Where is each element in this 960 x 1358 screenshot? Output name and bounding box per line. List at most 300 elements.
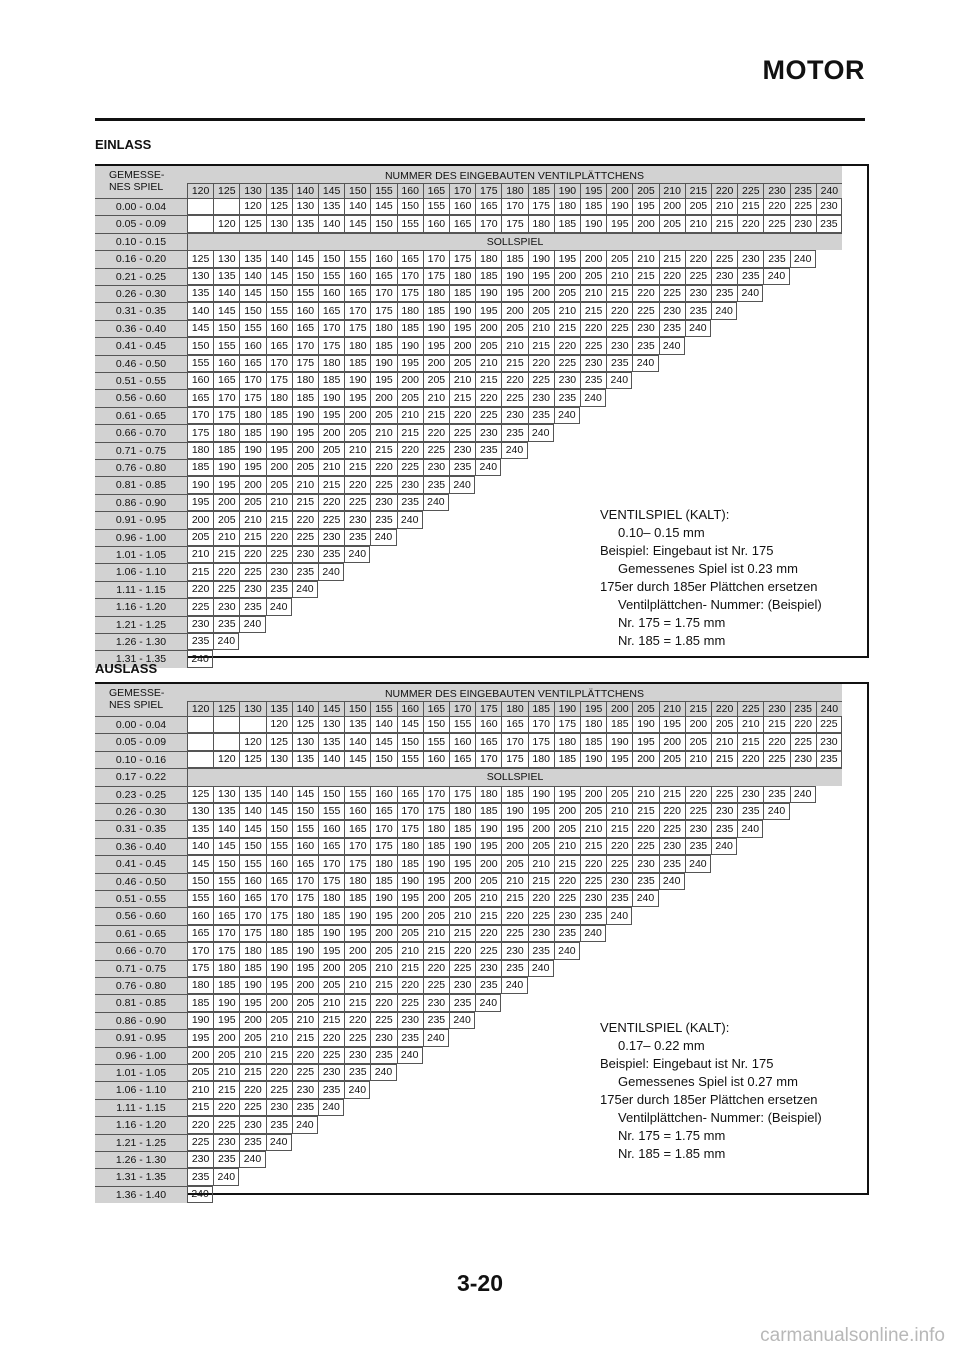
shim-number-cell: 135 bbox=[318, 733, 344, 750]
shim-number-cell: 160 bbox=[449, 198, 475, 215]
shim-number-cell: 210 bbox=[685, 215, 711, 232]
shim-number-cell: 200 bbox=[318, 424, 344, 441]
shim-number-cell: 220 bbox=[370, 459, 396, 476]
shim-number-cell: 230 bbox=[423, 459, 449, 476]
shim-number-cell: 175 bbox=[344, 320, 370, 337]
shim-number-cell: 165 bbox=[370, 268, 396, 285]
shim-number-cell: 140 bbox=[239, 268, 265, 285]
shim-number-cell: 195 bbox=[475, 838, 501, 855]
measured-clearance-range: 0.17 - 0.22 bbox=[95, 768, 187, 785]
shim-number-cell: 150 bbox=[370, 751, 396, 768]
shim-number-cell: 205 bbox=[659, 215, 685, 232]
note-line: Gemessenes Spiel ist 0.27 mm bbox=[618, 1074, 798, 1089]
measured-clearance-range: 0.61 - 0.65 bbox=[95, 407, 187, 424]
note-line: Nr. 185 = 1.85 mm bbox=[618, 633, 726, 648]
shim-number-cell: 200 bbox=[370, 925, 396, 942]
shim-number-cell: 225 bbox=[606, 855, 632, 872]
shim-number-cell: 145 bbox=[266, 268, 292, 285]
shim-number-cell: 125 bbox=[239, 215, 265, 232]
shim-number-cell: 235 bbox=[213, 616, 239, 633]
column-header: 160 bbox=[397, 701, 423, 716]
shim-number-cell: 195 bbox=[292, 960, 318, 977]
shim-number-cell: 175 bbox=[292, 355, 318, 372]
shim-number-cell: 210 bbox=[554, 838, 580, 855]
shim-number-cell: 235 bbox=[370, 511, 396, 528]
shim-number-cell: 230 bbox=[292, 546, 318, 563]
shim-number-cell: 200 bbox=[475, 320, 501, 337]
shim-number-cell: 210 bbox=[370, 960, 396, 977]
shim-number-cell: 210 bbox=[266, 494, 292, 511]
shim-number-cell: 175 bbox=[528, 198, 554, 215]
shim-number-cell: 140 bbox=[344, 198, 370, 215]
shim-number-cell: 220 bbox=[737, 215, 763, 232]
shim-number-cell: 135 bbox=[318, 198, 344, 215]
shim-number-cell: 185 bbox=[213, 977, 239, 994]
shim-number-cell: 170 bbox=[501, 733, 527, 750]
shim-number-cell: 185 bbox=[423, 838, 449, 855]
shim-number-cell: 180 bbox=[318, 355, 344, 372]
shim-number-cell: 225 bbox=[292, 529, 318, 546]
shim-number-cell: 225 bbox=[266, 546, 292, 563]
shim-number-cell: 210 bbox=[632, 250, 658, 267]
shim-number-cell: 165 bbox=[292, 320, 318, 337]
shim-number-cell: 240 bbox=[239, 616, 265, 633]
shim-number-cell: 200 bbox=[501, 838, 527, 855]
shim-number-cell: 215 bbox=[632, 268, 658, 285]
shim-number-cell: 230 bbox=[370, 494, 396, 511]
shim-number-cell: 180 bbox=[554, 198, 580, 215]
shim-number-cell: 210 bbox=[344, 442, 370, 459]
measured-clearance-range: 0.76 - 0.80 bbox=[95, 459, 187, 476]
shim-number-cell: 230 bbox=[711, 803, 737, 820]
shim-number-cell: 205 bbox=[685, 733, 711, 750]
shim-number-cell: 205 bbox=[606, 786, 632, 803]
shim-number-cell: 140 bbox=[318, 215, 344, 232]
shim-number-cell: 230 bbox=[737, 786, 763, 803]
shim-number-cell: 195 bbox=[213, 1012, 239, 1029]
shim-number-cell: 170 bbox=[475, 751, 501, 768]
column-header: 170 bbox=[449, 701, 475, 716]
shim-number-cell: 155 bbox=[449, 716, 475, 733]
shim-number-cell: 240 bbox=[344, 1081, 370, 1098]
shim-number-cell: 210 bbox=[423, 925, 449, 942]
shim-number-cell: 185 bbox=[423, 302, 449, 319]
column-header: 215 bbox=[685, 701, 711, 716]
shim-number-cell: 155 bbox=[318, 803, 344, 820]
shim-number-cell: 150 bbox=[187, 873, 213, 890]
shim-number-cell: 220 bbox=[606, 838, 632, 855]
shim-number-cell: 210 bbox=[344, 977, 370, 994]
shim-number-cell: 215 bbox=[449, 925, 475, 942]
shim-number-cell bbox=[187, 716, 213, 733]
shim-number-cell: 195 bbox=[370, 372, 396, 389]
shim-number-cell: 130 bbox=[213, 250, 239, 267]
column-header: 195 bbox=[580, 701, 606, 716]
shim-number-cell: 205 bbox=[606, 250, 632, 267]
shim-number-cell: 210 bbox=[213, 1064, 239, 1081]
shim-number-cell: 215 bbox=[266, 1047, 292, 1064]
shim-number-cell: 225 bbox=[213, 1116, 239, 1133]
shim-number-cell: 180 bbox=[475, 786, 501, 803]
shim-number-cell: 175 bbox=[397, 820, 423, 837]
measured-clearance-range: 1.06 - 1.10 bbox=[95, 563, 187, 580]
shim-number-cell: 205 bbox=[187, 1064, 213, 1081]
shim-number-cell: 195 bbox=[606, 215, 632, 232]
shim-number-cell: 155 bbox=[266, 302, 292, 319]
shim-number-cell: 220 bbox=[266, 1064, 292, 1081]
shim-number-cell: 215 bbox=[763, 716, 789, 733]
shim-number-cell: 240 bbox=[685, 320, 711, 337]
shim-number-cell: 175 bbox=[344, 855, 370, 872]
shim-number-cell: 220 bbox=[344, 1012, 370, 1029]
shim-number-cell: 215 bbox=[266, 511, 292, 528]
shim-number-cell: 240 bbox=[213, 633, 239, 650]
note-line: VENTILSPIEL (KALT): bbox=[600, 1020, 730, 1035]
shim-number-cell: 240 bbox=[423, 1029, 449, 1046]
shim-number-cell: 230 bbox=[606, 873, 632, 890]
note-line: Nr. 175 = 1.75 mm bbox=[618, 1128, 726, 1143]
shim-number-cell: 165 bbox=[239, 355, 265, 372]
shim-number-cell bbox=[187, 733, 213, 750]
shim-number-cell: 220 bbox=[423, 424, 449, 441]
shim-number-cell: 185 bbox=[266, 942, 292, 959]
shim-number-cell: 210 bbox=[501, 337, 527, 354]
shim-number-cell: 170 bbox=[266, 355, 292, 372]
shim-number-cell: 140 bbox=[187, 838, 213, 855]
column-header: 235 bbox=[790, 183, 816, 198]
shim-number-cell: 145 bbox=[292, 786, 318, 803]
shim-number-cell: 180 bbox=[554, 733, 580, 750]
measured-clearance-range: 0.81 - 0.85 bbox=[95, 994, 187, 1011]
shim-number-cell: 185 bbox=[344, 355, 370, 372]
shim-number-cell: 130 bbox=[187, 803, 213, 820]
shim-number-cell: 185 bbox=[318, 907, 344, 924]
shim-number-cell: 170 bbox=[266, 890, 292, 907]
shim-number-cell: 235 bbox=[606, 355, 632, 372]
shim-number-cell: 125 bbox=[266, 733, 292, 750]
shim-number-cell: 235 bbox=[449, 994, 475, 1011]
shim-number-cell: 150 bbox=[423, 716, 449, 733]
shim-number-cell: 220 bbox=[475, 389, 501, 406]
shim-number-cell: 225 bbox=[344, 1029, 370, 1046]
shim-number-cell: 205 bbox=[475, 873, 501, 890]
shim-number-cell: 200 bbox=[292, 977, 318, 994]
shim-number-cell: 150 bbox=[292, 268, 318, 285]
shim-number-cell: 120 bbox=[239, 733, 265, 750]
shim-number-cell: 215 bbox=[606, 820, 632, 837]
shim-number-cell: 140 bbox=[239, 803, 265, 820]
shim-number-cell: 205 bbox=[501, 320, 527, 337]
shim-number-cell: 240 bbox=[763, 268, 789, 285]
shim-number-cell: 165 bbox=[370, 803, 396, 820]
shim-number-cell: 175 bbox=[449, 250, 475, 267]
shim-number-cell: 185 bbox=[187, 459, 213, 476]
shim-number-cell: 155 bbox=[397, 751, 423, 768]
shim-number-cell: 170 bbox=[344, 302, 370, 319]
shim-number-cell: 225 bbox=[606, 320, 632, 337]
shim-number-cell: 155 bbox=[344, 786, 370, 803]
shim-number-cell: 210 bbox=[554, 302, 580, 319]
shim-number-cell: 195 bbox=[344, 389, 370, 406]
nummer-header: NUMMER DES EINGEBAUTEN VENTILPLÄTTCHENS bbox=[384, 688, 645, 700]
shim-number-cell: 215 bbox=[554, 855, 580, 872]
shim-number-cell: 185 bbox=[475, 268, 501, 285]
shim-number-cell: 195 bbox=[239, 994, 265, 1011]
shim-number-cell: 195 bbox=[528, 803, 554, 820]
shim-number-cell: 180 bbox=[187, 442, 213, 459]
shim-number-cell: 225 bbox=[397, 459, 423, 476]
shim-number-cell: 190 bbox=[449, 838, 475, 855]
measured-clearance-range: 0.00 - 0.04 bbox=[95, 198, 187, 215]
column-header: 195 bbox=[580, 183, 606, 198]
shim-number-cell: 185 bbox=[239, 424, 265, 441]
shim-number-cell: 190 bbox=[475, 285, 501, 302]
shim-number-cell: 195 bbox=[554, 786, 580, 803]
shim-number-cell: 205 bbox=[239, 1029, 265, 1046]
measured-clearance-range: 0.41 - 0.45 bbox=[95, 855, 187, 872]
shim-number-cell: 175 bbox=[266, 907, 292, 924]
measured-clearance-range: 1.11 - 1.15 bbox=[95, 1099, 187, 1116]
shim-number-cell: 220 bbox=[239, 1081, 265, 1098]
shim-number-cell: 235 bbox=[737, 268, 763, 285]
shim-number-cell: 175 bbox=[318, 337, 344, 354]
shim-number-cell: 220 bbox=[318, 494, 344, 511]
shim-number-cell: 135 bbox=[239, 786, 265, 803]
shim-number-cell: 145 bbox=[213, 838, 239, 855]
shim-number-cell: 230 bbox=[816, 198, 842, 215]
shim-number-cell: 150 bbox=[397, 733, 423, 750]
measured-clearance-range: 0.66 - 0.70 bbox=[95, 424, 187, 441]
shim-number-cell: 240 bbox=[554, 407, 580, 424]
shim-number-cell: 205 bbox=[397, 389, 423, 406]
shim-number-cell: 150 bbox=[187, 337, 213, 354]
shim-number-cell: 225 bbox=[449, 424, 475, 441]
shim-number-cell: 235 bbox=[187, 1168, 213, 1185]
measured-clearance-range: 0.81 - 0.85 bbox=[95, 476, 187, 493]
shim-number-cell: 210 bbox=[187, 546, 213, 563]
shim-number-cell: 230 bbox=[397, 1012, 423, 1029]
shim-number-cell: 200 bbox=[632, 215, 658, 232]
shim-number-cell: 200 bbox=[475, 855, 501, 872]
shim-number-cell: 210 bbox=[187, 1081, 213, 1098]
shim-number-cell: 205 bbox=[528, 302, 554, 319]
shim-number-cell: 190 bbox=[501, 268, 527, 285]
shim-number-cell: 165 bbox=[266, 337, 292, 354]
shim-number-cell: 145 bbox=[187, 320, 213, 337]
shim-number-cell: 220 bbox=[685, 786, 711, 803]
shim-number-cell: 240 bbox=[292, 581, 318, 598]
shim-number-cell: 195 bbox=[213, 476, 239, 493]
shim-number-cell: 185 bbox=[606, 716, 632, 733]
shim-number-cell: 190 bbox=[318, 925, 344, 942]
shim-number-cell: 220 bbox=[580, 855, 606, 872]
shim-number-cell: 175 bbox=[187, 424, 213, 441]
shim-number-cell: 190 bbox=[449, 302, 475, 319]
shim-number-cell: 195 bbox=[606, 751, 632, 768]
shim-number-cell: 155 bbox=[397, 215, 423, 232]
measured-clearance-range: 0.86 - 0.90 bbox=[95, 1012, 187, 1029]
shim-number-cell: 230 bbox=[239, 1116, 265, 1133]
shim-number-cell: 190 bbox=[423, 855, 449, 872]
shim-number-cell: 215 bbox=[528, 337, 554, 354]
header-rule bbox=[95, 118, 865, 121]
shim-number-cell: 200 bbox=[266, 459, 292, 476]
shim-number-cell: 220 bbox=[397, 442, 423, 459]
shim-number-cell: 200 bbox=[187, 511, 213, 528]
shim-number-cell: 170 bbox=[213, 925, 239, 942]
shim-number-cell: 185 bbox=[580, 198, 606, 215]
shim-number-cell: 215 bbox=[344, 994, 370, 1011]
shim-number-cell: 215 bbox=[187, 563, 213, 580]
shim-number-cell: 125 bbox=[187, 250, 213, 267]
shim-number-cell: 145 bbox=[370, 198, 396, 215]
shim-number-cell: 240 bbox=[292, 1116, 318, 1133]
shim-number-cell: 240 bbox=[449, 1012, 475, 1029]
measured-clearance-range: 0.56 - 0.60 bbox=[95, 389, 187, 406]
shim-number-cell: 225 bbox=[685, 803, 711, 820]
shim-number-cell: 220 bbox=[370, 994, 396, 1011]
shim-number-cell: 225 bbox=[659, 820, 685, 837]
shim-number-cell: 215 bbox=[659, 250, 685, 267]
shim-number-cell: 170 bbox=[292, 337, 318, 354]
shim-number-cell: 240 bbox=[449, 476, 475, 493]
shim-number-cell: 205 bbox=[213, 1047, 239, 1064]
shim-number-cell: 160 bbox=[370, 250, 396, 267]
shim-number-cell: 205 bbox=[554, 285, 580, 302]
shim-number-cell: 205 bbox=[344, 960, 370, 977]
shim-number-cell: 190 bbox=[344, 372, 370, 389]
shim-number-cell: 200 bbox=[423, 890, 449, 907]
shim-number-cell: 220 bbox=[292, 511, 318, 528]
shim-number-cell: 130 bbox=[213, 786, 239, 803]
shim-number-cell: 175 bbox=[266, 372, 292, 389]
measured-clearance-range: 0.23 - 0.25 bbox=[95, 786, 187, 803]
shim-number-cell: 195 bbox=[344, 925, 370, 942]
shim-number-cell: 235 bbox=[344, 529, 370, 546]
shim-number-cell: 180 bbox=[580, 716, 606, 733]
shim-number-cell: 230 bbox=[239, 581, 265, 598]
column-header: 120 bbox=[187, 183, 213, 198]
shim-number-cell: 165 bbox=[475, 198, 501, 215]
shim-number-cell: 185 bbox=[554, 751, 580, 768]
shim-number-cell: 155 bbox=[318, 268, 344, 285]
shim-number-cell: 220 bbox=[632, 285, 658, 302]
shim-number-cell: 145 bbox=[370, 733, 396, 750]
shim-number-cell: 190 bbox=[266, 424, 292, 441]
shim-number-cell: 210 bbox=[318, 459, 344, 476]
shim-number-cell: 190 bbox=[318, 389, 344, 406]
shim-number-cell: 205 bbox=[554, 820, 580, 837]
shim-number-cell: 185 bbox=[266, 407, 292, 424]
shim-number-cell: 200 bbox=[266, 994, 292, 1011]
shim-number-cell: 170 bbox=[318, 320, 344, 337]
shim-number-cell: 160 bbox=[239, 337, 265, 354]
shim-number-cell: 205 bbox=[423, 372, 449, 389]
shim-number-cell: 210 bbox=[737, 716, 763, 733]
shim-number-cell: 180 bbox=[449, 803, 475, 820]
shim-number-cell: 180 bbox=[266, 389, 292, 406]
measured-clearance-range: 0.36 - 0.40 bbox=[95, 838, 187, 855]
shim-number-cell: 220 bbox=[475, 925, 501, 942]
shim-number-cell: 225 bbox=[344, 494, 370, 511]
shim-number-cell: 240 bbox=[659, 873, 685, 890]
shim-number-cell: 225 bbox=[423, 442, 449, 459]
shim-number-cell: 240 bbox=[632, 890, 658, 907]
shim-number-cell: 140 bbox=[266, 786, 292, 803]
shim-number-cell: 225 bbox=[554, 890, 580, 907]
shim-number-cell: 175 bbox=[554, 716, 580, 733]
shim-number-cell: 190 bbox=[397, 337, 423, 354]
shim-number-cell: 205 bbox=[370, 407, 396, 424]
shim-number-cell: 155 bbox=[239, 855, 265, 872]
shim-number-cell: 185 bbox=[449, 285, 475, 302]
shim-number-cell: 235 bbox=[266, 1116, 292, 1133]
shim-number-cell: 240 bbox=[554, 942, 580, 959]
shim-number-cell: 230 bbox=[266, 1099, 292, 1116]
shim-number-cell: 230 bbox=[187, 1151, 213, 1168]
column-header: 190 bbox=[554, 183, 580, 198]
shim-number-cell: 160 bbox=[266, 320, 292, 337]
measured-clearance-range: 0.10 - 0.15 bbox=[95, 233, 187, 250]
shim-number-cell: 170 bbox=[370, 285, 396, 302]
shim-number-cell: 215 bbox=[501, 890, 527, 907]
shim-number-cell: 225 bbox=[632, 838, 658, 855]
shim-number-cell: 240 bbox=[266, 1134, 292, 1151]
shim-number-cell: 175 bbox=[528, 733, 554, 750]
shim-number-cell: 220 bbox=[737, 751, 763, 768]
shim-number-cell: 240 bbox=[737, 285, 763, 302]
shim-number-cell: 170 bbox=[344, 838, 370, 855]
shim-number-cell: 215 bbox=[370, 977, 396, 994]
shim-number-cell: 225 bbox=[528, 907, 554, 924]
column-header: 145 bbox=[318, 701, 344, 716]
note-line: Beispiel: Eingebaut ist Nr. 175 bbox=[600, 1056, 774, 1071]
note-line: 175er durch 185er Plättchen ersetzen bbox=[600, 579, 818, 594]
column-header: 140 bbox=[292, 183, 318, 198]
shim-number-cell: 240 bbox=[239, 1151, 265, 1168]
measured-clearance-range: 0.41 - 0.45 bbox=[95, 337, 187, 354]
section-label-einlass: EINLASS bbox=[95, 137, 152, 152]
note-line: VENTILSPIEL (KALT): bbox=[600, 507, 730, 522]
shim-number-cell: 160 bbox=[344, 268, 370, 285]
shim-number-cell: 180 bbox=[423, 285, 449, 302]
shim-number-cell: 160 bbox=[318, 820, 344, 837]
shim-number-cell: 180 bbox=[475, 250, 501, 267]
shim-number-cell: 225 bbox=[711, 250, 737, 267]
shim-number-cell: 235 bbox=[213, 1151, 239, 1168]
shim-number-cell: 215 bbox=[711, 751, 737, 768]
shim-number-cell: 205 bbox=[292, 459, 318, 476]
shim-number-cell: 195 bbox=[266, 977, 292, 994]
shim-number-cell: 215 bbox=[370, 442, 396, 459]
shim-number-cell: 220 bbox=[239, 546, 265, 563]
shim-number-cell: 240 bbox=[606, 372, 632, 389]
shim-number-cell: 240 bbox=[711, 302, 737, 319]
shim-number-cell: 120 bbox=[266, 716, 292, 733]
shim-number-cell: 200 bbox=[528, 285, 554, 302]
column-header: 155 bbox=[370, 183, 396, 198]
shim-number-cell: 130 bbox=[318, 716, 344, 733]
shim-number-cell: 200 bbox=[449, 337, 475, 354]
column-header: 210 bbox=[659, 183, 685, 198]
measured-clearance-range: 1.11 - 1.15 bbox=[95, 581, 187, 598]
shim-number-cell: 135 bbox=[213, 803, 239, 820]
shim-number-cell: 185 bbox=[292, 925, 318, 942]
measured-clearance-range: 0.05 - 0.09 bbox=[95, 215, 187, 232]
shim-number-cell: 210 bbox=[449, 907, 475, 924]
column-header: 150 bbox=[344, 701, 370, 716]
shim-number-cell: 175 bbox=[501, 751, 527, 768]
